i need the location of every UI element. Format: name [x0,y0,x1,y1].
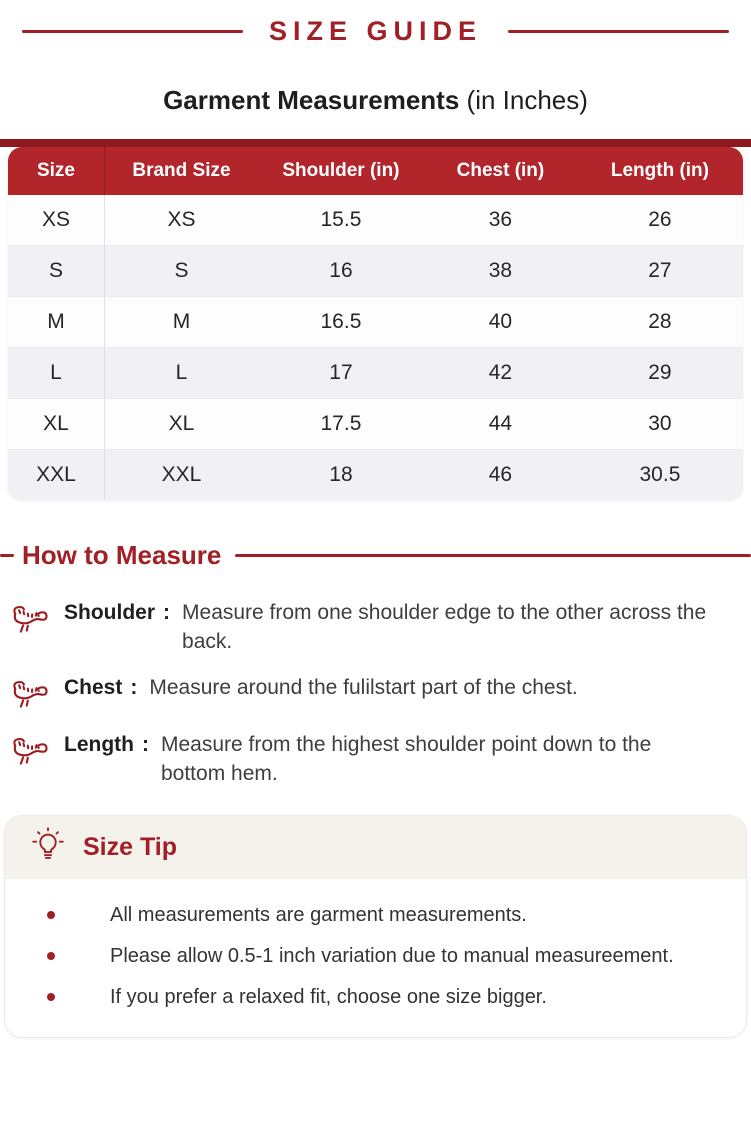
table-cell: XL [8,398,105,449]
table-row [8,195,743,245]
table-row [8,347,743,398]
measure-item-label: Length [64,733,134,756]
table-cell: XS [8,195,105,245]
table-header-row [8,147,743,195]
table-cell: 29 [577,347,743,398]
how-to-measure-heading: How to Measure [22,540,222,570]
measure-item-colon: : [163,601,171,624]
page-header [0,0,751,47]
table-cell: L [8,347,105,398]
measure-item-colon: : [130,676,138,699]
table-top-accent-bar [0,139,751,147]
table-cell: 16 [258,245,424,296]
table-cell: 42 [424,347,577,398]
table-row [8,398,743,449]
tip-bullet-item: If you prefer a relaxed fit, choose one size bigger. [5,983,716,1011]
table-cell: 16.5 [258,296,424,347]
column-header: Brand Size [105,147,258,195]
measure-item-description: Measure from one shoulder edge to the other across the back. [182,601,707,653]
table-cell: 36 [424,195,577,245]
measure-item-colon: : [141,733,149,756]
tip-bullet-item: Please allow 0.5-1 inch variation due to manual measureement. [5,942,716,970]
tip-bullet-item: All measurements are garment measurements. [5,901,716,929]
table-cell: 15.5 [258,195,424,245]
table-cell: S [8,245,105,296]
table-cell: XL [105,398,258,449]
table-row [8,245,743,296]
table-cell: 30 [577,398,743,449]
table-cell: M [8,296,105,347]
page-title: SIZE GUIDE [268,16,483,46]
lightbulb-icon [29,826,67,869]
table-cell: 18 [258,449,424,500]
title-rule-right [508,30,729,33]
measure-item-description: Measure from the highest shoulder point down to the bottom hem. [160,733,652,785]
how-to-measure-section [0,540,751,788]
measuring-tape-icon [10,600,50,638]
table-cell: 28 [577,296,743,347]
size-chart-table [8,147,743,500]
section-title-garment-measurements [0,85,751,116]
how-to-measure-heading-row [0,540,751,571]
table-cell: 27 [577,245,743,296]
table-cell: 17 [258,347,424,398]
size-tip-header [5,816,746,879]
measure-item-chest [0,673,751,713]
table-cell: S [105,245,258,296]
measure-item-label: Shoulder [64,601,156,624]
size-tip-heading: Size Tip [83,833,178,861]
column-header: Chest (in) [424,147,577,195]
table-cell: 38 [424,245,577,296]
measure-items-list [0,598,751,788]
table-cell: 40 [424,296,577,347]
table-cell: 17.5 [258,398,424,449]
table-cell: 30.5 [577,449,743,500]
table-cell: 26 [577,195,743,245]
table-cell: 46 [424,449,577,500]
measuring-tape-icon [10,732,50,770]
table-cell: XXL [8,449,105,500]
subtitle-bold-text: Garment Measurements [163,85,460,115]
title-rule-left [22,30,243,33]
table-cell: L [105,347,258,398]
column-header: Length (in) [577,147,743,195]
size-chart-table-wrap [8,147,743,500]
measure-item-label: Chest [64,676,123,699]
heading-rule-left [0,554,14,557]
size-tip-card [4,815,747,1038]
size-tip-bullet-list [5,879,746,1037]
table-row [8,296,743,347]
measuring-tape-icon [10,675,50,713]
measure-item-description: Measure around the fulilstart part of the chest. [149,676,578,699]
table-cell: M [105,296,258,347]
table-cell: XS [105,195,258,245]
column-header: Size [8,147,105,195]
column-header: Shoulder (in) [258,147,424,195]
measure-item-shoulder [0,598,751,656]
table-cell: 44 [424,398,577,449]
table-cell: XXL [105,449,258,500]
heading-rule-right [235,554,751,557]
table-row [8,449,743,500]
subtitle-unit-note: (in Inches) [466,85,588,115]
measure-item-length [0,730,751,788]
